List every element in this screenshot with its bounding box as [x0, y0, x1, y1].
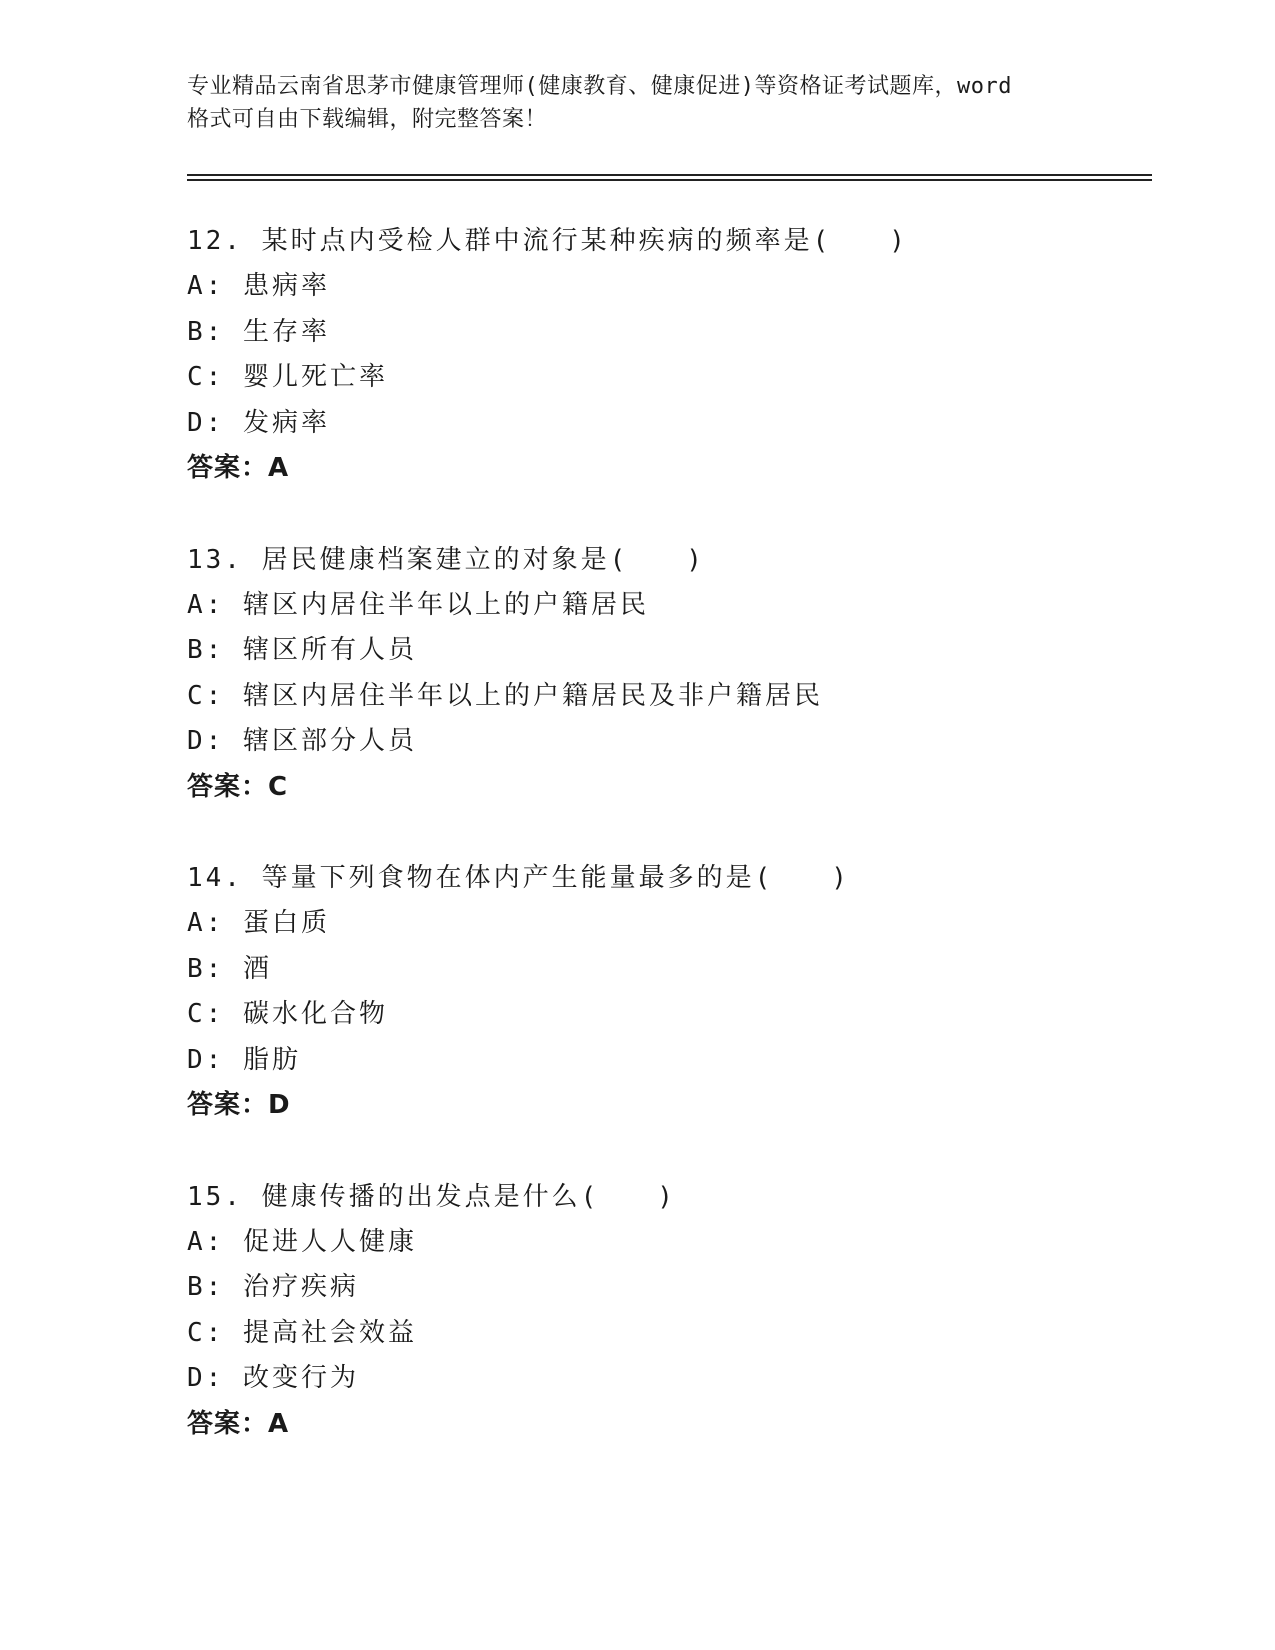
- option-d: D: 辖区部分人员: [187, 726, 417, 756]
- option-b: B: 治疗疾病: [187, 1272, 359, 1302]
- question-title: 13. 居民健康档案建立的对象是( ): [187, 544, 705, 575]
- question-title: 15. 健康传播的出发点是什么( ): [187, 1181, 676, 1212]
- header-divider: [187, 174, 1152, 181]
- option-a: A: 患病率: [187, 271, 330, 301]
- answer-label: 答案：C: [187, 771, 289, 802]
- option-d: D: 改变行为: [187, 1363, 359, 1393]
- option-b: B: 生存率: [187, 316, 330, 347]
- answer-label: 答案：A: [187, 1408, 290, 1439]
- question-13: [187, 538, 1147, 811]
- option-b: B: 辖区所有人员: [187, 635, 417, 665]
- question-title: 12. 某时点内受检人群中流行某种疾病的频率是( ): [187, 226, 908, 256]
- option-a: A: 促进人人健康: [187, 1226, 417, 1257]
- option-c: C: 碳水化合物: [187, 999, 388, 1029]
- question-title: 14. 等量下列食物在体内产生能量最多的是( ): [187, 863, 850, 893]
- option-d: D: 脂肪: [187, 1044, 301, 1075]
- document-page: [187, 70, 1147, 1493]
- question-12: [187, 219, 1147, 492]
- question-15: [187, 1175, 1147, 1448]
- option-d: D: 发病率: [187, 407, 330, 438]
- option-a: A: 蛋白质: [187, 908, 330, 938]
- question-14: [187, 856, 1147, 1129]
- option-c: C: 提高社会效益: [187, 1317, 417, 1348]
- answer-label: 答案：D: [187, 1090, 291, 1120]
- document-header: [187, 70, 1087, 136]
- question-list: [187, 219, 1147, 1447]
- header-line-1: 专业精品云南省思茅市健康管理师(健康教育、健康促进)等资格证考试题库，word: [187, 74, 1012, 99]
- header-line-2: 格式可自由下载编辑，附完整答案！: [187, 107, 548, 132]
- answer-label: 答案：A: [187, 453, 290, 483]
- option-c: C: 辖区内居住半年以上的户籍居民及非户籍居民: [187, 680, 823, 711]
- option-a: A: 辖区内居住半年以上的户籍居民: [187, 589, 649, 620]
- option-c: C: 婴儿死亡率: [187, 362, 388, 392]
- option-b: B: 酒: [187, 953, 272, 984]
